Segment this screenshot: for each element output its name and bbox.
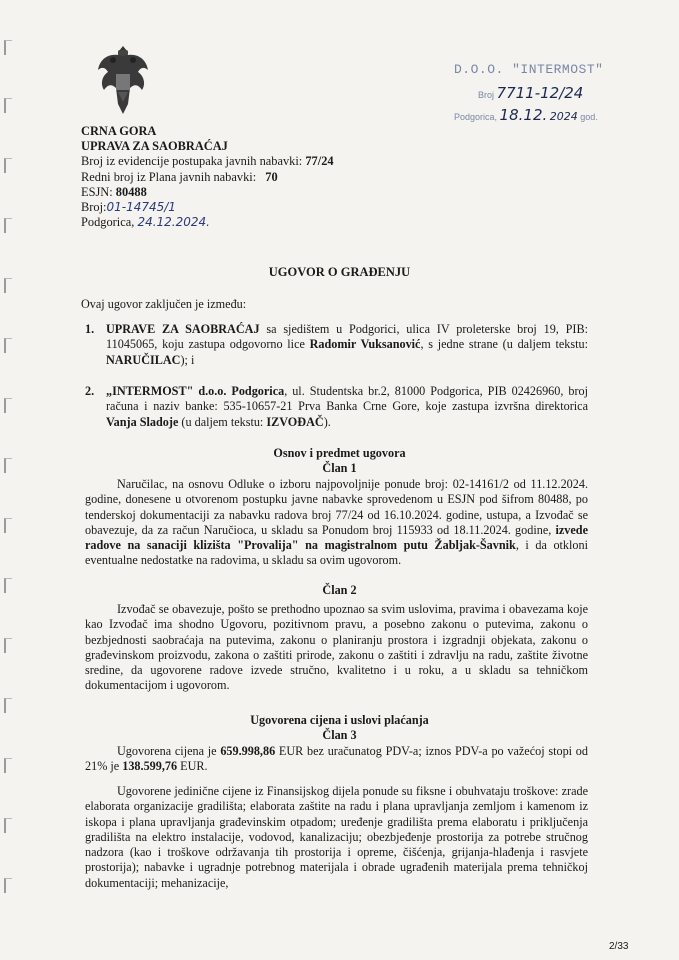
party2-paragraph: „INTERMOST" d.o.o. Podgorica, ul. Studentska br.2, 81000 Podgorica, PIB 02426960, broj računa i naziv banke: 535-10657-21 Prva Banka Crne Gore, koje zastupa izvršna direktorica Vanja Sladoje (u daljem tekstu: IZVOĐAČ). bbox=[106, 384, 588, 429]
stamp-day-month: 18.12. bbox=[499, 106, 548, 124]
plan-number-line: Redni broj iz Plana javnih nabavki: 70 bbox=[81, 169, 278, 184]
evidence-number-line: Broj iz evidencije postupaka javnih nabavki: 77/24 bbox=[81, 154, 334, 169]
stamp-year-suffix: god. bbox=[580, 112, 598, 122]
stamp-company: D.O.O. "INTERMOST" bbox=[454, 62, 604, 77]
article-1-text: Naručilac, na osnovu Odluke o izboru najpovoljnije ponude broj: 02-14161/2 od 11.12.2024. godine, donesene u otvorenom postupku javne nabavke sprovedenom u ESJN pod šifrom 80488, po tenderskoj dokumentaciji za nabavku radova broj 77/24 od 16.10.2024. godine, ustupa, a Izvođač se obavezuje, da za račun Naručioca, u skladu sa Ponudom broj 115933 od 18.11.2024. godine, izvede radove na sanaciji klizišta "Provalija" na magistralnom putu Žabljak-Šavnik, i da otkloni eventualne nedostatke na radovima, u skladu sa ovim ugovorom. bbox=[85, 477, 588, 568]
stamp-date-row bbox=[454, 106, 598, 124]
scan-edge-marks bbox=[4, 40, 18, 940]
party1-number: 1. bbox=[85, 322, 95, 336]
document-date-handwritten: 24.12.2024. bbox=[137, 215, 210, 230]
article-3-price-text: Ugovorena cijena je 659.998,86 EUR bez uračunatog PDV-a; iznos PDV-a po važećoj stopi od 21% je 138.599,76 EUR. bbox=[85, 744, 588, 774]
article-1-title: Član 1 bbox=[322, 461, 357, 475]
document-header bbox=[81, 124, 334, 230]
section-heading-price: Ugovorena cijena i uslovi plaćanja bbox=[250, 713, 429, 727]
party1-paragraph: UPRAVE ZA SAOBRAĆAJ sa sjedištem u Podgorici, ulica IV proleterske broj 19, PIB: 11045065, koju zastupa odgovorno lice Radomir Vuksanović, s jedne strane (u daljem tekstu: NARUČILAC); i bbox=[106, 322, 588, 367]
authority-name: UPRAVA ZA SAOBRAĆAJ bbox=[81, 139, 228, 154]
document-title: UGOVOR O GRAĐENJU bbox=[268, 265, 411, 279]
party2-number: 2. bbox=[85, 384, 95, 398]
document-date-line: Podgorica, 24.12.2024. bbox=[81, 215, 210, 230]
esjn-line: ESJN: 80488 bbox=[81, 184, 147, 199]
stamp-number: 7711-12/24 bbox=[496, 84, 584, 102]
article-3-title: Član 3 bbox=[322, 728, 357, 742]
stamp-place: Podgorica, bbox=[454, 112, 498, 122]
article-2-text: Izvođač se obavezuje, pošto se prethodno upoznao sa svim uslovima, pravima i obavezama koje kao Izvođač ima shodno Ugovoru, pozitivnom pravu, a posebno zakonu o putevima, zakonu o bezbjednosti saobraćaja na putevima, zakonu o planiranju prostora i izgradnji objekata, zakonu o građevinskom proizvodu, zakona o zaštiti prirode, zakonu o zaštiti i zdravlju na radu, zaštite životne sredine, da ugovorene radove izvede stručno, kvalitetno i u roku, a u skladu sa tehničkom dokumentacijom i ugovorom. bbox=[85, 602, 588, 693]
page-number: 2/33 bbox=[609, 941, 629, 952]
article-2-title: Član 2 bbox=[322, 583, 357, 597]
document-number-line: Broj:01-14745/1 bbox=[81, 200, 176, 215]
document-number-handwritten: 01-14745/1 bbox=[106, 200, 176, 215]
section-heading-basis: Osnov i predmet ugovora bbox=[273, 446, 406, 460]
stamp-number-row bbox=[478, 84, 583, 102]
stamp-year: 2024 bbox=[549, 110, 578, 123]
coat-of-arms-icon bbox=[96, 44, 150, 118]
article-3-unit-prices-text: Ugovorene jedinične cijene iz Finansijskog dijela ponude su fiksne i obuhvataju troškove: zrade elaborata organizacije gradilišta; elaborata zaštite na radu i plana upravljanja zemljom i kamenom iz iskopa i plana upravljanja građevinskim otpadom; uređenje gradilišta prema elaboratu i priključenja gradilišta na elektro instalacije, vodovod, kanalizaciju; obezbjeđenje prostorija za potrebe stručnog nadzora (kao i troškove održavanja tih prostorija i opreme, čišćenja, grijanja-hlađenja i rasvjete prostorija); nabavke i ugradnje potrebnog materijala i obrade ugrađenih materijala prema tehničkoj dokumentaciji; mehanizacije, bbox=[85, 784, 588, 890]
intro-text: Ovaj ugovor zaključen je između: bbox=[81, 297, 247, 311]
company-stamp bbox=[452, 58, 622, 124]
stamp-number-label: Broj bbox=[478, 90, 495, 100]
country-name: CRNA GORA bbox=[81, 124, 157, 138]
